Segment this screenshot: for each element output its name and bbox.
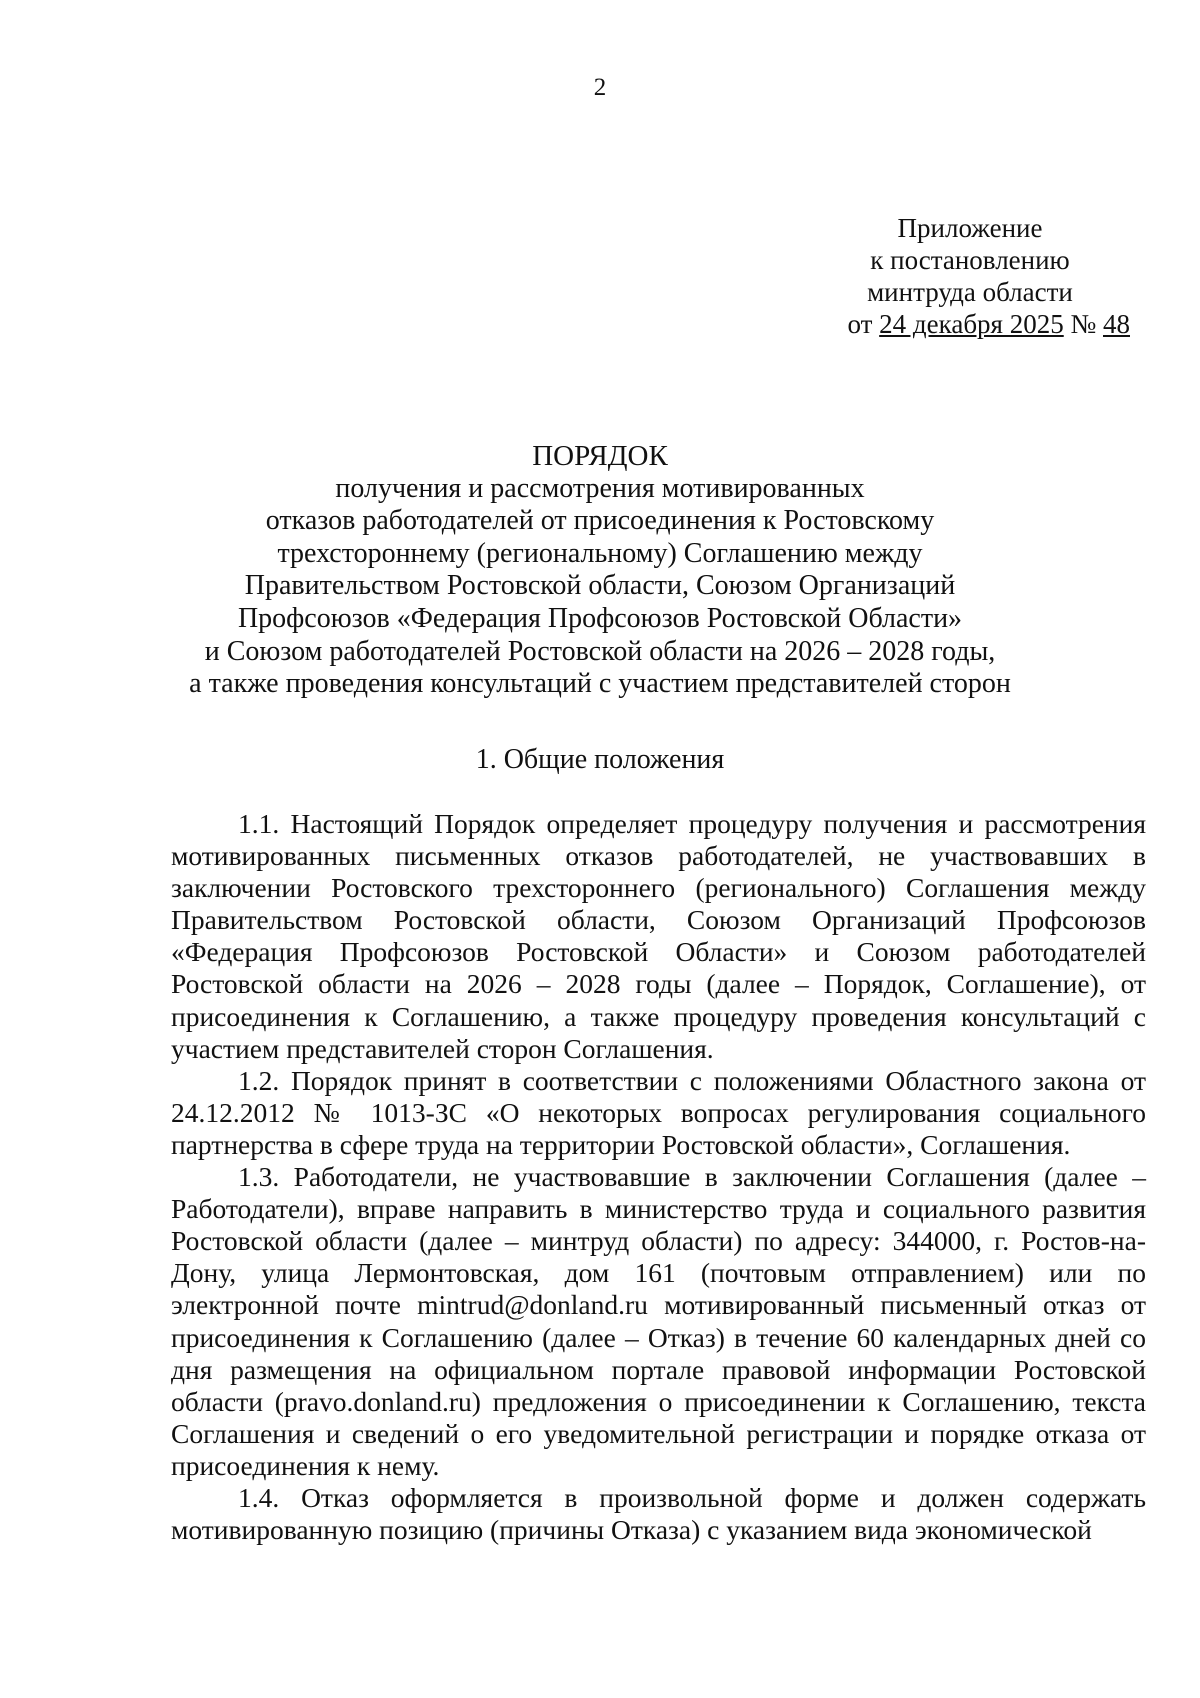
appendix-number-sign: № bbox=[1063, 309, 1103, 339]
title-line: Правительством Ростовской области, Союзом Организаций bbox=[244, 570, 956, 602]
appendix-date-prefix: от bbox=[847, 309, 880, 339]
appendix-issuer: минтруда области bbox=[867, 277, 1073, 307]
appendix-date: 24 декабря 2025 bbox=[879, 309, 1064, 339]
title-line: Профсоюзов «Федерация Профсоюзов Ростовской Области» bbox=[237, 602, 963, 634]
title-line: трехстороннему (региональному) Соглашению между bbox=[277, 537, 923, 569]
title-line: отказов работодателей от присоединения к Ростовскому bbox=[265, 505, 935, 537]
paragraph-1-1: 1.1. Настоящий Порядок определяет процедуру получения и рассмотрения мотивированных письменных отказов работодателей, не участвовавших в заключении Ростовского трехстороннего (регионального) Соглашения между Правительством Ростовской области, Союзом Организаций Профсоюзов «Федерация Профсоюзов Ростовской Области» и Союзом работодателей Ростовской области на 2026 – 2028 годы (далее – Порядок, Соглашение), от присоединения к Соглашению, а также процедуру проведения консультаций с участием представителей сторон Соглашения. bbox=[171, 808, 1146, 1064]
title-line: а также проведения консультаций с участием представителей сторон bbox=[189, 668, 1011, 700]
title-main: ПОРЯДОК bbox=[532, 440, 668, 472]
document-title bbox=[170, 440, 1030, 701]
paragraph-1-3: 1.3. Работодатели, не участвовавшие в заключении Соглашения (далее – Работодатели), вправе направить в министерство труда и социального развития Ростовской области (далее – минтруд области) по адресу: 344000, г. Ростов-на-Дону, улица Лермонтовская, дом 161 (почтовым отправлением) или по электронной почте mintrud@donland.ru мотивированный письменный отказ от присоединения к Соглашению (далее – Отказ) в течение 60 календарных дней со дня размещения на официальном портале правовой информации Ростовской области (pravo.donland.ru) предложения о присоединении к Соглашению, текста Соглашения и сведений о его уведомительной регистрации и порядке отказа от присоединения к нему. bbox=[171, 1161, 1146, 1481]
page-number: 2 bbox=[593, 74, 607, 101]
section-body bbox=[171, 808, 1146, 1546]
title-line: и Союзом работодателей Ростовской области на 2026 – 2028 годы, bbox=[204, 635, 996, 667]
section-heading: 1. Общие положения bbox=[475, 744, 725, 775]
appendix-block bbox=[800, 212, 1140, 340]
appendix-to-resolution: к постановлению bbox=[870, 245, 1070, 275]
appendix-number: 48 bbox=[1103, 309, 1130, 339]
paragraph-1-4: 1.4. Отказ оформляется в произвольной форме и должен содержать мотивированную позицию (причины Отказа) с указанием вида экономической bbox=[171, 1481, 1146, 1546]
paragraph-1-2: 1.2. Порядок принят в соответствии с положениями Областного закона от 24.12.2012 № 1013-ЗС «О некоторых вопросах регулирования социального партнерства в сфере труда на территории Ростовской области», Соглашения. bbox=[171, 1064, 1146, 1160]
title-line: получения и рассмотрения мотивированных bbox=[335, 472, 865, 504]
appendix-date-line bbox=[800, 308, 1140, 340]
appendix-label: Приложение bbox=[897, 213, 1043, 243]
